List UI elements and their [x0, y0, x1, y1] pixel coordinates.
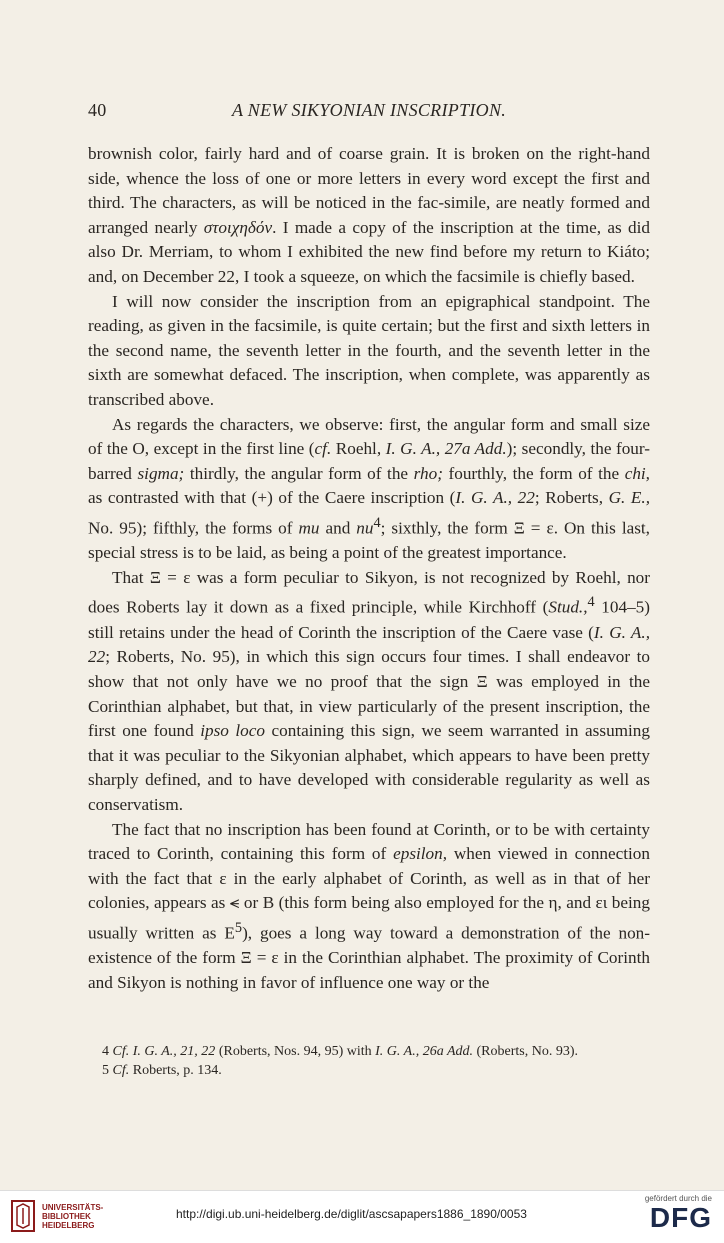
sponsor-badge[interactable]: gefördert durch die DFG	[644, 1194, 712, 1233]
university-seal-icon[interactable]	[10, 1199, 36, 1233]
paragraph-2: I will now consider the inscription from an epigraphical standpoint. The reading, as given in the facsimile, is quite certain; but the first and sixth letters in the second name, the seventh letter in the fourth, and the seventh letter in the sixth are somewhat defaced. The inscription, when complete, was apparently as transcribed above.	[88, 291, 650, 409]
footnote-5: 5 Cf. Roberts, p. 134.	[102, 1063, 222, 1078]
dfg-logo: DFG	[649, 1202, 712, 1233]
paragraph-1: brownish color, fairly hard and of coarse grain. It is broken on the right-hand side, whence the loss of one or more letters in every word except the first and third. The characters, as will be noticed in the fac-simile, are neatly formed and arranged nearly στοιχηδόν. I made a copy of the inscription at the time, as did also Dr. Merriam, to whom I exhibited the new find before my return to Kiáto; and, on December 22, I took a squeeze, on which the facsimile is chiefly based.	[88, 144, 651, 286]
running-title: A NEW SIKYONIAN INSCRIPTION.	[232, 100, 507, 120]
running-header	[88, 100, 648, 124]
footnotes	[88, 1042, 650, 1080]
footnote-4: 4 Cf. I. G. A., 21, 22 (Roberts, Nos. 94, 95) with I. G. A., 26a Add. (Roberts, No. 93).	[102, 1044, 579, 1059]
body-text	[88, 142, 650, 995]
paragraph-3: As regards the characters, we observe: first, the angular form and small size of the O, except in the first line (cf. Roehl, I. G. A., 27a Add.); secondly, the four-barred sigma; thirdly, the angular form of the rho; fourthly, the form of the chi, as contrasted with that (+) of the Caere inscription (I. G. A., 22; Roberts, G. E., No. 95); fifthly, the forms of mu and $nu^4$; sixthly, the form Ξ = ε. On this last, special stress is to be laid, as being a point of the greatest importance.	[88, 414, 651, 563]
page-number: 40	[88, 100, 107, 120]
library-logo-text[interactable]: UNIVERSITÄTS- BIBLIOTHEK HEIDELBERG	[42, 1203, 104, 1230]
viewer-footer	[0, 1190, 724, 1243]
footnote-ref: 4	[373, 514, 381, 531]
footnote-ref: 4	[587, 594, 595, 611]
paragraph-4: That Ξ = ε was a form peculiar to Sikyon, is not recognized by Roehl, nor does Roberts lay it down as a fixed principle, while Kirchhoff (Stud.,$^4$ 104–5) still retains under the head of Corinth the inscription of the Caere vase (I. G. A., 22; Roberts, No. 95), in which this sign occurs four times. I shall endeavor to show that not only have we no proof that the sign Ξ was employed in the Corinthian alphabet, but that, in view particularly of the present inscription, the first one found ipso loco containing this sign, we seem warranted in assuming that it was peculiar to the Sikyonian alphabet, which appears to have been pretty sharply defined, and to have developed with considerable regularity as well as conservatism.	[88, 567, 650, 814]
permalink[interactable]: http://digi.ub.uni-heidelberg.de/diglit/ascsapapers1886_1890/0053	[176, 1207, 527, 1221]
footnote-ref: 5	[234, 919, 243, 936]
paragraph-5: The fact that no inscription has been found at Corinth, or to be with certainty traced to Corinth, containing this form of epsilon, when viewed in connection with the fact that ε in the early alphabet of Corinth, as well as in that of her colonies, appears as ⪪ or B (this form being also employed for the η, and ει being usually written as $E^5$), goes a long way toward a demonstration of the non-existence of the form Ξ = ε in the Corinthian alphabet. The proximity of Corinth and Sikyon is nothing in favor of influence one way or the	[88, 819, 651, 992]
